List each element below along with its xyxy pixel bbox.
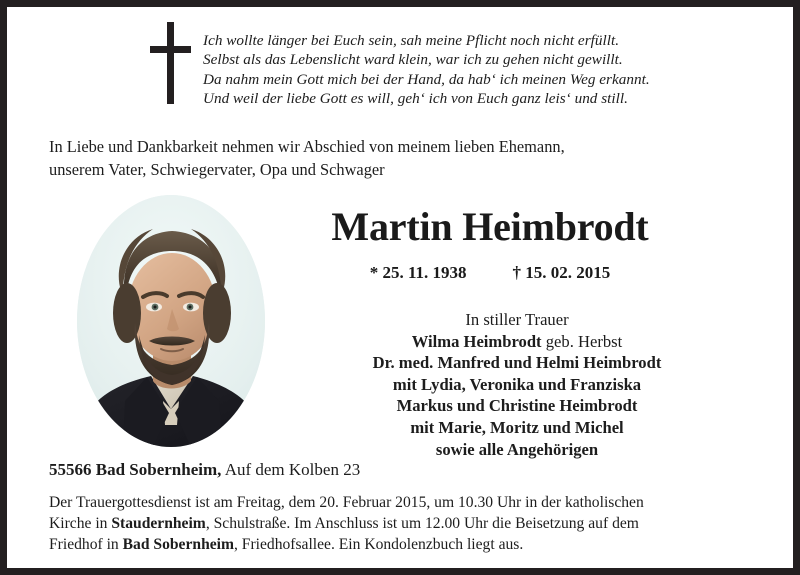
death-date: † 15. 02. 2015 bbox=[512, 263, 611, 282]
service-location: Staudernheim bbox=[111, 514, 206, 532]
mourners-list bbox=[293, 309, 741, 460]
portrait-photo-image bbox=[77, 195, 265, 447]
life-dates bbox=[275, 262, 705, 284]
cross-horizontal-bar bbox=[150, 46, 191, 53]
mourner-name: sowie alle Angehörigen bbox=[435, 439, 599, 459]
mourners-heading: In stiller Trauer bbox=[465, 310, 569, 329]
mourner-line bbox=[293, 395, 741, 417]
mourner-line bbox=[293, 439, 741, 461]
obituary-notice-page bbox=[7, 7, 793, 568]
poem-line: Selbst als das Lebenslicht ward klein, war ich zu gehen nicht gewillt. bbox=[203, 51, 623, 69]
mourner-line bbox=[293, 352, 741, 374]
mourner-name: mit Lydia, Veronika und Franziska bbox=[392, 374, 642, 394]
dedication-line: In Liebe und Dankbarkeit nehmen wir Abschied von meinem lieben Ehemann, bbox=[49, 137, 565, 156]
address-line bbox=[49, 459, 360, 481]
service-location: Bad Sobernheim bbox=[122, 535, 234, 553]
service-text: Kirche in bbox=[49, 514, 112, 532]
dedication-line: unserem Vater, Schwiegervater, Opa und Schwager bbox=[49, 159, 385, 179]
poem-line: Da nahm mein Gott mich bei der Hand, da hab‘ ich meinen Weg erkannt. bbox=[203, 70, 650, 88]
latin-cross-icon bbox=[147, 22, 193, 104]
mourner-name: Markus und Christine Heimbrodt bbox=[396, 396, 638, 416]
dedication-text bbox=[49, 136, 749, 181]
mourner-name-suffix: geb. Herbst bbox=[541, 331, 623, 351]
service-line bbox=[49, 514, 765, 535]
service-text: Der Trauergottesdienst ist am Freitag, dem 20. Februar 2015, um 10.30 Uhr in der katholischen bbox=[49, 494, 644, 511]
mourner-name: mit Marie, Moritz und Michel bbox=[410, 417, 624, 437]
service-details bbox=[49, 493, 765, 555]
address-city: 55566 Bad Sobernheim, bbox=[49, 460, 222, 479]
service-line bbox=[49, 493, 765, 514]
mourner-line bbox=[293, 374, 741, 396]
service-text: , Friedhofsallee. Ein Kondolenzbuch liegt aus. bbox=[233, 535, 524, 553]
service-text: , Schulstraße. Im Anschluss ist um 12.00 Uhr die Beisetzung auf dem bbox=[205, 514, 639, 532]
service-text: Friedhof in bbox=[49, 535, 123, 553]
poem-line: Und weil der liebe Gott es will, geh‘ ich von Euch ganz leis‘ und still. bbox=[203, 90, 628, 108]
service-line bbox=[49, 535, 765, 556]
address-street: Auf dem Kolben 23 bbox=[221, 460, 361, 479]
cross-vertical-bar bbox=[167, 22, 174, 104]
mourner-name: Dr. med. Manfred und Helmi Heimbrodt bbox=[372, 353, 662, 373]
birth-date: * 25. 11. 1938 bbox=[369, 263, 467, 282]
portrait-photo bbox=[77, 195, 265, 447]
mourner-line bbox=[293, 417, 741, 439]
mourner-name: Wilma Heimbrodt bbox=[411, 331, 542, 351]
poem-line: Ich wollte länger bei Euch sein, sah meine Pflicht noch nicht erfüllt. bbox=[203, 32, 620, 49]
deceased-name: Martin Heimbrodt bbox=[331, 204, 649, 249]
memorial-poem bbox=[203, 31, 763, 109]
mourner-line bbox=[293, 331, 741, 353]
